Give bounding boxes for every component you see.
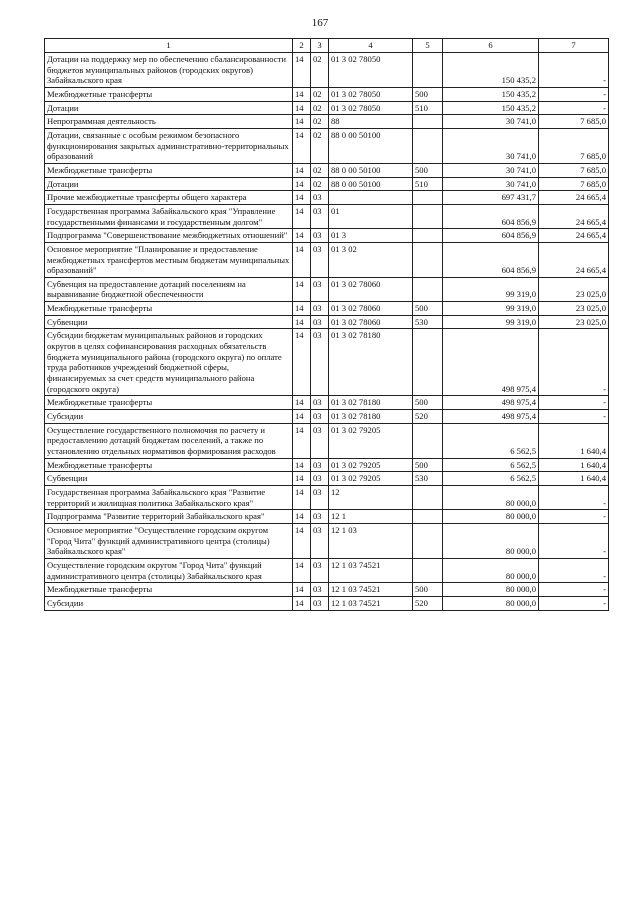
row-section-cell: 14 [293, 315, 311, 329]
table-row [45, 128, 609, 163]
row-target-article-cell: 01 3 [329, 229, 413, 243]
row-section-cell: 14 [293, 472, 311, 486]
row-section-cell: 14 [293, 558, 311, 582]
row-target-article-cell: 12 1 03 74521 [329, 583, 413, 597]
table-row [45, 423, 609, 458]
row-section-cell: 14 [293, 277, 311, 301]
row-amount-1-cell: 604 856,9 [443, 204, 539, 228]
row-target-article-cell: 01 3 02 79205 [329, 472, 413, 486]
table-row [45, 101, 609, 115]
header-col-4: 4 [329, 39, 413, 53]
row-subsection-cell: 03 [311, 315, 329, 329]
row-name-cell: Осуществление городским округом "Город Чита" функций административного центра (столицы) Забайкальского края [45, 558, 293, 582]
table-row [45, 191, 609, 205]
row-name-cell: Дотации, связанные с особым режимом безопасного функционирования закрытых административно-территориальных образований [45, 128, 293, 163]
row-amount-1-cell: 30 741,0 [443, 115, 539, 129]
row-name-cell: Подпрограмма "Совершенствование межбюджетных отношений" [45, 229, 293, 243]
table-row [45, 485, 609, 509]
row-subsection-cell: 03 [311, 191, 329, 205]
row-expense-type-cell [413, 242, 443, 277]
row-amount-1-cell: 604 856,9 [443, 242, 539, 277]
row-target-article-cell: 01 3 02 78060 [329, 315, 413, 329]
row-amount-2-cell: - [539, 87, 609, 101]
row-amount-1-cell: 80 000,0 [443, 583, 539, 597]
row-target-article-cell: 01 3 02 78180 [329, 410, 413, 424]
row-amount-1-cell: 604 856,9 [443, 229, 539, 243]
row-subsection-cell: 03 [311, 523, 329, 558]
row-target-article-cell: 88 0 00 50100 [329, 177, 413, 191]
row-amount-1-cell: 99 319,0 [443, 277, 539, 301]
table-row [45, 204, 609, 228]
row-target-article-cell [329, 191, 413, 205]
row-subsection-cell: 03 [311, 423, 329, 458]
row-section-cell: 14 [293, 458, 311, 472]
row-section-cell: 14 [293, 101, 311, 115]
row-amount-2-cell: - [539, 558, 609, 582]
row-amount-2-cell: - [539, 396, 609, 410]
row-target-article-cell: 01 3 02 78180 [329, 329, 413, 396]
row-target-article-cell: 01 3 02 [329, 242, 413, 277]
table-row [45, 472, 609, 486]
row-section-cell: 14 [293, 163, 311, 177]
row-amount-2-cell: - [539, 523, 609, 558]
row-expense-type-cell [413, 558, 443, 582]
table-row [45, 53, 609, 88]
row-subsection-cell: 03 [311, 558, 329, 582]
row-amount-2-cell: 23 025,0 [539, 302, 609, 316]
page-number: 167 [311, 17, 329, 29]
row-section-cell: 14 [293, 410, 311, 424]
row-target-article-cell: 01 3 02 78050 [329, 53, 413, 88]
table-row [45, 410, 609, 424]
row-amount-2-cell: 7 685,0 [539, 115, 609, 129]
row-subsection-cell: 03 [311, 472, 329, 486]
row-subsection-cell: 03 [311, 229, 329, 243]
budget-table [44, 38, 609, 611]
table-row [45, 458, 609, 472]
row-expense-type-cell: 530 [413, 472, 443, 486]
table-row [45, 396, 609, 410]
header-col-7: 7 [539, 39, 609, 53]
row-subsection-cell: 02 [311, 87, 329, 101]
row-expense-type-cell [413, 53, 443, 88]
table-row [45, 558, 609, 582]
row-expense-type-cell [413, 204, 443, 228]
row-section-cell: 14 [293, 191, 311, 205]
row-subsection-cell: 02 [311, 163, 329, 177]
header-col-6: 6 [443, 39, 539, 53]
table-header-row [45, 39, 609, 53]
row-target-article-cell: 88 [329, 115, 413, 129]
row-expense-type-cell: 500 [413, 458, 443, 472]
row-target-article-cell: 01 3 02 78060 [329, 277, 413, 301]
row-amount-1-cell: 80 000,0 [443, 510, 539, 524]
row-amount-2-cell: - [539, 329, 609, 396]
row-target-article-cell: 01 3 02 79205 [329, 423, 413, 458]
row-subsection-cell: 02 [311, 115, 329, 129]
row-name-cell: Основное мероприятие "Осуществление городским округом "Город Чита" функций административного центра (столицы) Забайкальского края" [45, 523, 293, 558]
row-name-cell: Прочие межбюджетные трансферты общего характера [45, 191, 293, 205]
row-target-article-cell: 12 1 03 74521 [329, 558, 413, 582]
row-amount-2-cell: 1 640,4 [539, 472, 609, 486]
row-amount-2-cell: 7 685,0 [539, 128, 609, 163]
row-amount-2-cell: - [539, 101, 609, 115]
row-name-cell: Государственная программа Забайкальского края "Управление государственными финансами и государственным долгом" [45, 204, 293, 228]
row-section-cell: 14 [293, 485, 311, 509]
row-expense-type-cell: 520 [413, 410, 443, 424]
row-subsection-cell: 03 [311, 396, 329, 410]
row-section-cell: 14 [293, 128, 311, 163]
row-name-cell: Непрограммная деятельность [45, 115, 293, 129]
row-section-cell: 14 [293, 229, 311, 243]
header-col-1: 1 [45, 39, 293, 53]
table-row [45, 510, 609, 524]
row-amount-2-cell: 7 685,0 [539, 163, 609, 177]
table-row [45, 523, 609, 558]
table-row [45, 177, 609, 191]
row-section-cell: 14 [293, 177, 311, 191]
row-target-article-cell: 12 [329, 485, 413, 509]
row-expense-type-cell [413, 115, 443, 129]
row-amount-2-cell: 23 025,0 [539, 315, 609, 329]
table-row [45, 315, 609, 329]
row-subsection-cell: 03 [311, 583, 329, 597]
row-amount-2-cell: 23 025,0 [539, 277, 609, 301]
row-amount-1-cell: 498 975,4 [443, 410, 539, 424]
row-name-cell: Дотации [45, 101, 293, 115]
row-name-cell: Подпрограмма "Развитие территорий Забайкальского края" [45, 510, 293, 524]
row-target-article-cell: 12 1 03 [329, 523, 413, 558]
row-subsection-cell: 03 [311, 510, 329, 524]
row-section-cell: 14 [293, 204, 311, 228]
row-section-cell: 14 [293, 53, 311, 88]
row-expense-type-cell: 500 [413, 302, 443, 316]
row-expense-type-cell: 510 [413, 101, 443, 115]
row-expense-type-cell: 500 [413, 163, 443, 177]
row-target-article-cell: 12 1 [329, 510, 413, 524]
table-row [45, 229, 609, 243]
row-subsection-cell: 02 [311, 128, 329, 163]
table-row [45, 242, 609, 277]
row-subsection-cell: 03 [311, 458, 329, 472]
row-amount-2-cell: - [539, 583, 609, 597]
row-name-cell: Субвенции [45, 315, 293, 329]
row-subsection-cell: 03 [311, 485, 329, 509]
row-expense-type-cell [413, 277, 443, 301]
row-expense-type-cell [413, 229, 443, 243]
row-amount-1-cell: 6 562,5 [443, 472, 539, 486]
row-section-cell: 14 [293, 583, 311, 597]
row-subsection-cell: 02 [311, 101, 329, 115]
row-amount-2-cell: 24 665,4 [539, 229, 609, 243]
table-row [45, 87, 609, 101]
header-col-3: 3 [311, 39, 329, 53]
row-section-cell: 14 [293, 423, 311, 458]
row-amount-2-cell: 1 640,4 [539, 458, 609, 472]
row-expense-type-cell: 530 [413, 315, 443, 329]
row-subsection-cell: 03 [311, 329, 329, 396]
table-row [45, 329, 609, 396]
row-amount-1-cell: 80 000,0 [443, 523, 539, 558]
row-amount-1-cell: 150 435,2 [443, 87, 539, 101]
row-amount-2-cell: - [539, 510, 609, 524]
row-name-cell: Субсидии [45, 596, 293, 610]
row-name-cell: Межбюджетные трансферты [45, 458, 293, 472]
row-amount-1-cell: 30 741,0 [443, 163, 539, 177]
row-section-cell: 14 [293, 596, 311, 610]
row-expense-type-cell: 510 [413, 177, 443, 191]
row-name-cell: Дотации на поддержку мер по обеспечению сбалансированности бюджетов муниципальных районов (городских округов) Забайкальского края [45, 53, 293, 88]
row-amount-1-cell: 150 435,2 [443, 101, 539, 115]
row-target-article-cell: 01 3 02 78180 [329, 396, 413, 410]
row-amount-1-cell: 6 562,5 [443, 423, 539, 458]
row-amount-2-cell: - [539, 596, 609, 610]
row-amount-2-cell: - [539, 53, 609, 88]
row-target-article-cell: 12 1 03 74521 [329, 596, 413, 610]
row-expense-type-cell [413, 128, 443, 163]
row-amount-1-cell: 6 562,5 [443, 458, 539, 472]
row-target-article-cell: 88 0 00 50100 [329, 163, 413, 177]
table-row [45, 583, 609, 597]
row-expense-type-cell [413, 485, 443, 509]
row-expense-type-cell [413, 423, 443, 458]
row-expense-type-cell [413, 510, 443, 524]
row-expense-type-cell [413, 329, 443, 396]
row-amount-2-cell: 1 640,4 [539, 423, 609, 458]
row-target-article-cell: 01 3 02 79205 [329, 458, 413, 472]
table-row [45, 277, 609, 301]
row-section-cell: 14 [293, 115, 311, 129]
row-section-cell: 14 [293, 242, 311, 277]
row-expense-type-cell: 500 [413, 396, 443, 410]
row-name-cell: Государственная программа Забайкальского края "Развитие территорий и жилищная политика Забайкальского края" [45, 485, 293, 509]
row-amount-1-cell: 30 741,0 [443, 177, 539, 191]
row-target-article-cell: 01 3 02 78050 [329, 101, 413, 115]
row-amount-2-cell: 24 665,4 [539, 242, 609, 277]
row-name-cell: Основное мероприятие "Планирование и предоставление межбюджетных трансфертов местным бюджетам муниципальных образований" [45, 242, 293, 277]
row-subsection-cell: 02 [311, 53, 329, 88]
row-amount-1-cell: 80 000,0 [443, 596, 539, 610]
row-subsection-cell: 02 [311, 177, 329, 191]
row-name-cell: Межбюджетные трансферты [45, 396, 293, 410]
row-section-cell: 14 [293, 523, 311, 558]
row-name-cell: Межбюджетные трансферты [45, 583, 293, 597]
row-amount-1-cell: 150 435,2 [443, 53, 539, 88]
row-subsection-cell: 03 [311, 596, 329, 610]
row-subsection-cell: 03 [311, 242, 329, 277]
row-expense-type-cell: 520 [413, 596, 443, 610]
row-amount-1-cell: 30 741,0 [443, 128, 539, 163]
row-amount-1-cell: 697 431,7 [443, 191, 539, 205]
row-subsection-cell: 03 [311, 277, 329, 301]
header-col-2: 2 [293, 39, 311, 53]
row-amount-1-cell: 99 319,0 [443, 315, 539, 329]
row-name-cell: Осуществление государственного полномочия по расчету и предоставлению дотаций бюджетам поселений, а также по установлению отдельных нормативов формирования расходов [45, 423, 293, 458]
row-section-cell: 14 [293, 329, 311, 396]
table-row [45, 163, 609, 177]
row-section-cell: 14 [293, 87, 311, 101]
row-name-cell: Субсидии бюджетам муниципальных районов и городских округов в целях софинансирования расходных обязательств бюджета муниципального района (городского округа) по оплате труда работников учреждений бюджетной сферы, финансируемых за счет средств муниципального района (городского округа) [45, 329, 293, 396]
row-name-cell: Дотации [45, 177, 293, 191]
row-expense-type-cell: 500 [413, 87, 443, 101]
row-target-article-cell: 88 0 00 50100 [329, 128, 413, 163]
row-target-article-cell: 01 [329, 204, 413, 228]
row-amount-1-cell: 498 975,4 [443, 396, 539, 410]
row-amount-1-cell: 80 000,0 [443, 485, 539, 509]
row-amount-1-cell: 498 975,4 [443, 329, 539, 396]
row-target-article-cell: 01 3 02 78060 [329, 302, 413, 316]
row-name-cell: Межбюджетные трансферты [45, 87, 293, 101]
table-row [45, 596, 609, 610]
row-name-cell: Межбюджетные трансферты [45, 163, 293, 177]
row-amount-2-cell: - [539, 485, 609, 509]
row-section-cell: 14 [293, 510, 311, 524]
row-section-cell: 14 [293, 302, 311, 316]
row-amount-2-cell: 24 665,4 [539, 191, 609, 205]
row-amount-1-cell: 80 000,0 [443, 558, 539, 582]
table-row [45, 115, 609, 129]
row-amount-2-cell: 24 665,4 [539, 204, 609, 228]
row-expense-type-cell: 500 [413, 583, 443, 597]
row-expense-type-cell [413, 191, 443, 205]
row-name-cell: Субсидии [45, 410, 293, 424]
header-col-5: 5 [413, 39, 443, 53]
table-row [45, 302, 609, 316]
row-expense-type-cell [413, 523, 443, 558]
row-section-cell: 14 [293, 396, 311, 410]
row-name-cell: Субвенция на предоставление дотаций поселениям на выравнивание бюджетной обеспеченности [45, 277, 293, 301]
row-subsection-cell: 03 [311, 302, 329, 316]
table-body [45, 53, 609, 611]
row-subsection-cell: 03 [311, 410, 329, 424]
row-name-cell: Субвенции [45, 472, 293, 486]
row-subsection-cell: 03 [311, 204, 329, 228]
row-target-article-cell: 01 3 02 78050 [329, 87, 413, 101]
row-amount-1-cell: 99 319,0 [443, 302, 539, 316]
row-name-cell: Межбюджетные трансферты [45, 302, 293, 316]
row-amount-2-cell: 7 685,0 [539, 177, 609, 191]
row-amount-2-cell: - [539, 410, 609, 424]
